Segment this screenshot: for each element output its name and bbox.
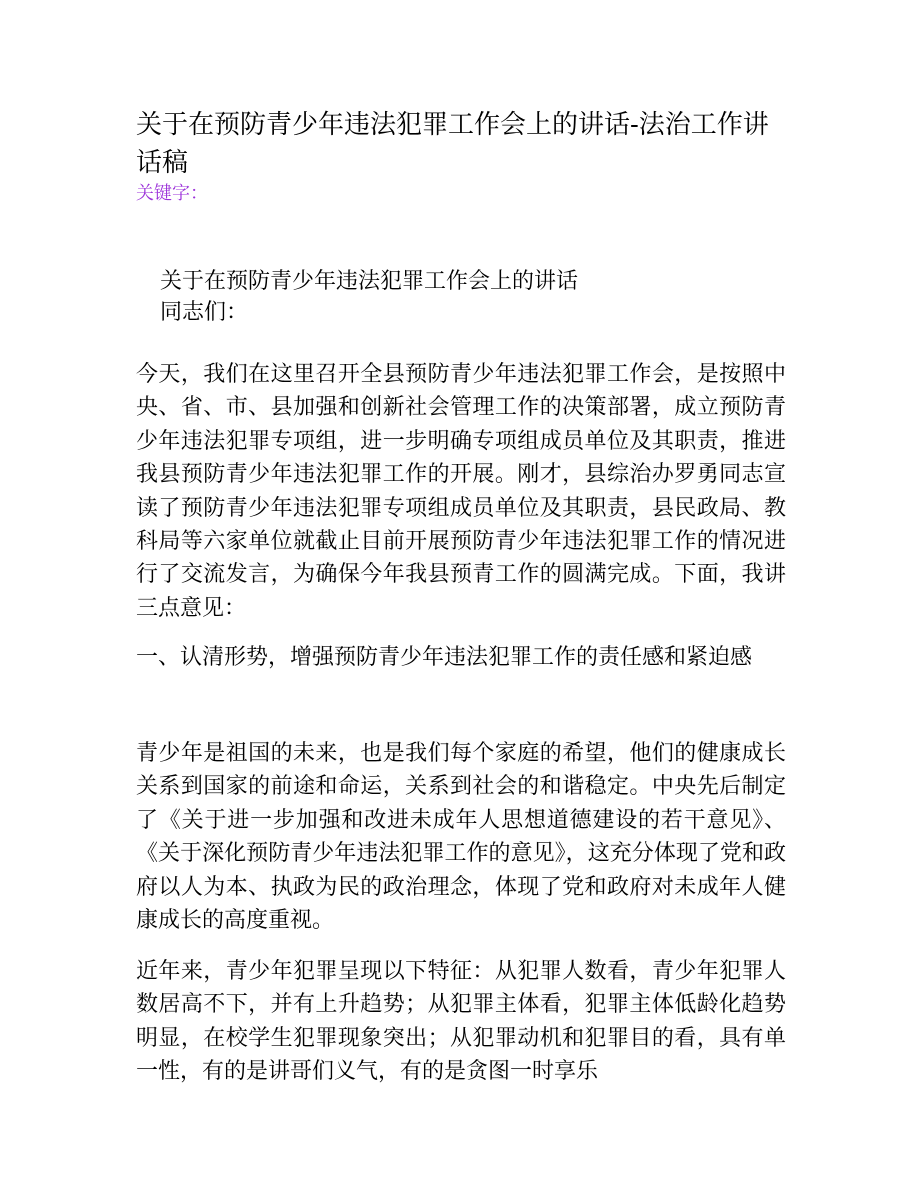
keywords-label: 关键字：	[136, 183, 208, 204]
paragraph-youth-future: 青少年是祖国的未来，也是我们每个家庭的希望，他们的健康成长关系到国家的前途和命运，关系到社会的和谐稳定。中央先后制定了《关于进一步加强和改进未成年人思想道德建设的若干意见》、《关于深化预防青少年违法犯罪工作的意见》，这充分体现了党和政府以人为本、执政为民的政治理念，体现了党和政府对未成年人健康成长的高度重视。	[136, 741, 786, 934]
paragraph-intro: 今天，我们在这里召开全县预防青少年违法犯罪工作会，是按照中央、省、市、县加强和创新社会管理工作的决策部署，成立预防青少年违法犯罪专项组，进一步明确专项组成员单位及其职责，推进我县预防青少年违法犯罪工作的开展。刚才，县综治办罗勇同志宣读了预防青少年违法犯罪专项组成员单位及其职责，县民政局、教科局等六家单位就截止目前开展预防青少年违法犯罪工作的情况进行了交流发言，为确保今年我县预青工作的圆满完成。下面，我讲三点意见：	[136, 362, 786, 621]
speech-title: 关于在预防青少年违法犯罪工作会上的讲话	[160, 269, 579, 294]
salutation: 同志们：	[160, 300, 249, 325]
paragraph-crime-features: 近年来，青少年犯罪呈现以下特征：从犯罪人数看，青少年犯罪人数居高不下，并有上升趋势；从犯罪主体看，犯罪主体低龄化趋势明显，在校学生犯罪现象突出；从犯罪动机和犯罪目的看，具有单一性，有的是讲哥们义气，有的是贪图一时享乐	[136, 959, 786, 1085]
section-heading-1: 一、认清形势，增强预防青少年违法犯罪工作的责任感和紧迫感	[136, 645, 753, 670]
document-title: 关于在预防青少年违法犯罪工作会上的讲话-法治工作讲话稿	[136, 110, 769, 178]
